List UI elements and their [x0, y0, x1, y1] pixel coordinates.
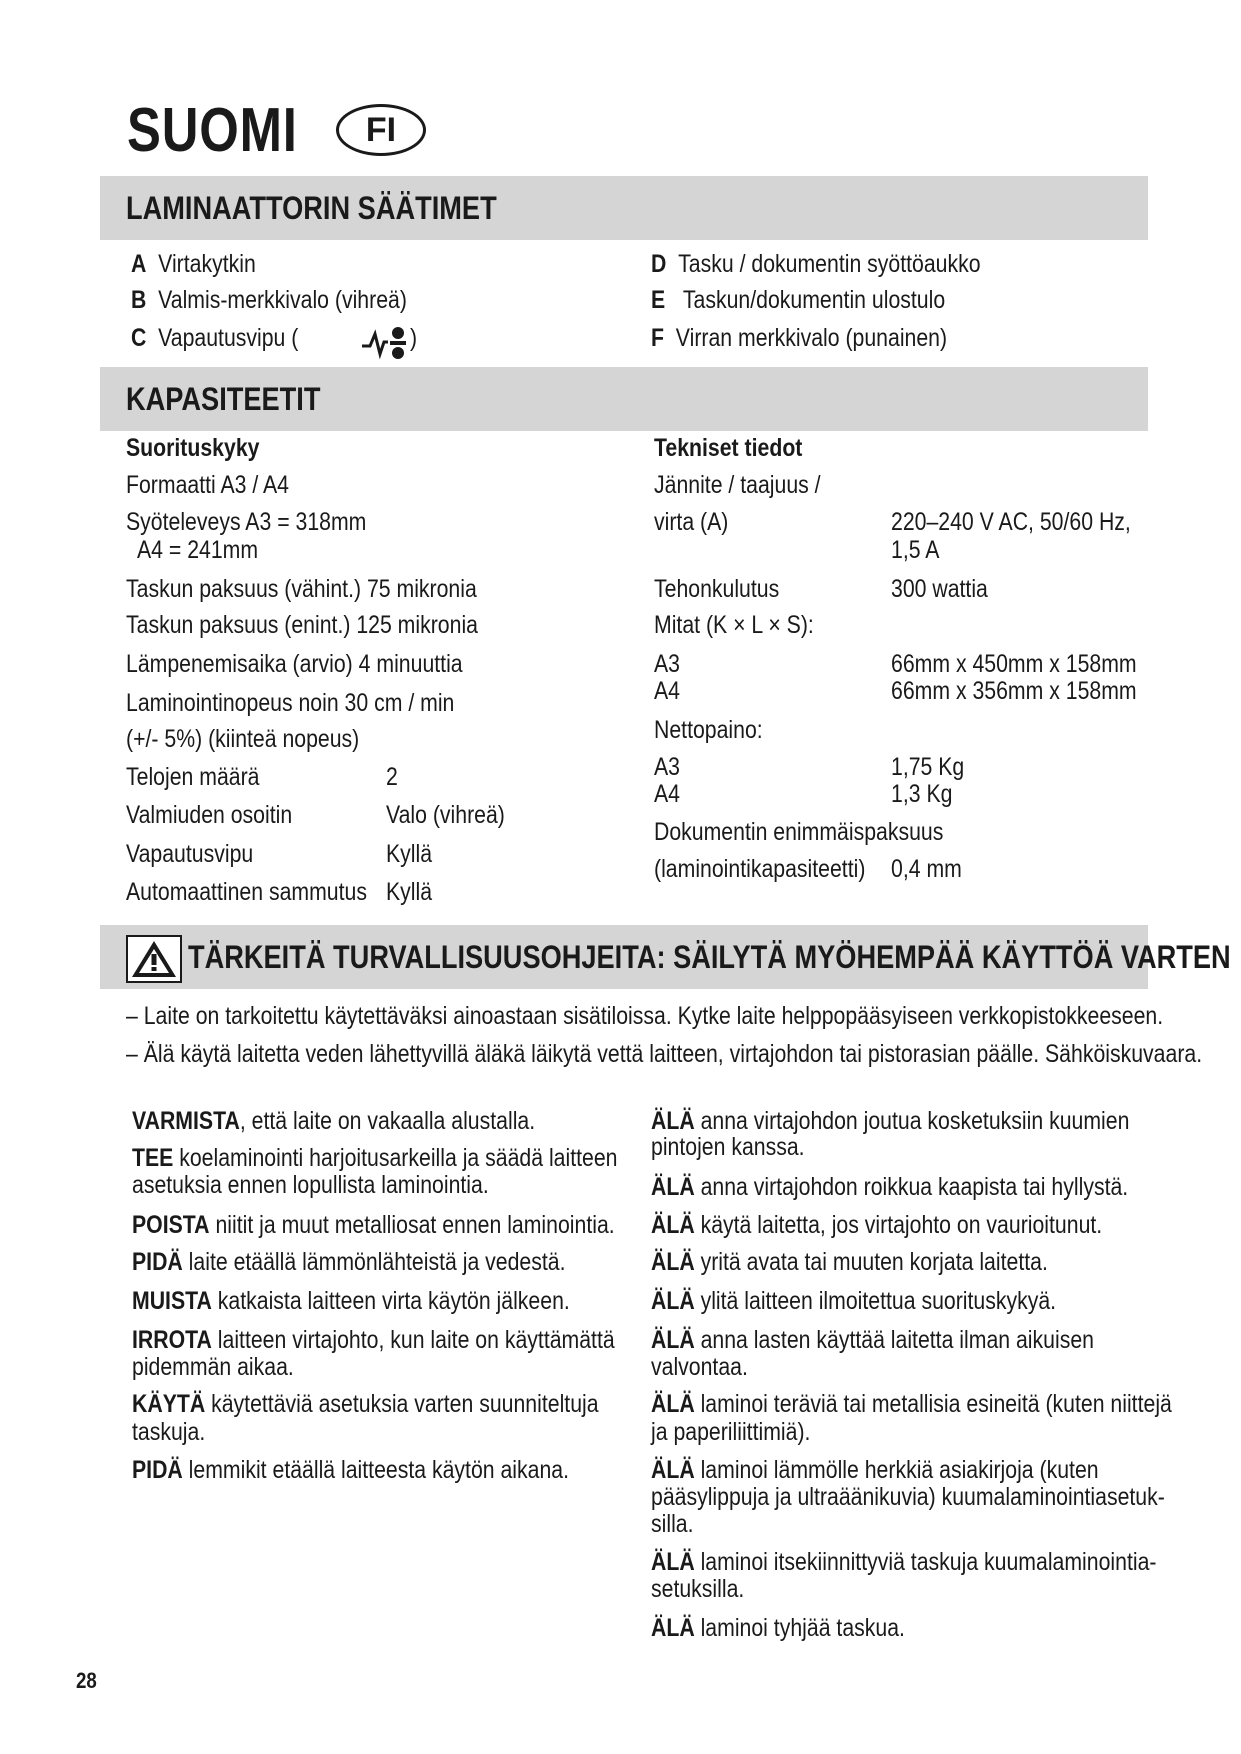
safety-do-item-cont: taskuja.: [132, 1418, 206, 1446]
control-item-e: E Taskun/dokumentin ulostulo: [651, 286, 946, 314]
dimensions-a3-value: 66mm x 450mm x 158mm: [891, 650, 1137, 678]
pouch-max: Taskun paksuus (enint.) 125 mikronia: [126, 611, 478, 639]
control-item-a: A Virtakytkin: [131, 250, 256, 278]
safety-dont-item: ÄLÄ anna virtajohdon joutua kosketuksiin kuumien: [651, 1107, 1130, 1135]
safety-dont-item-cont: setuksilla.: [651, 1575, 745, 1603]
control-item-f: F Virran merkkivalo (punainen): [651, 324, 948, 352]
weight-a4-label: A4: [654, 780, 681, 808]
safety-dont-item-cont: silla.: [651, 1510, 694, 1538]
capacities-heading-band: [100, 367, 1148, 431]
safety-dont-item-cont: pääsylippuja ja ultraäänikuvia) kuumalaminointiasetuk-: [651, 1483, 1165, 1511]
safety-do-item-cont: asetuksia ennen lopullista laminointia.: [132, 1171, 489, 1199]
controls-heading: LAMINAATTORIN SÄÄTIMET: [126, 190, 497, 226]
max-doc-label: Dokumentin enimmäispaksuus: [654, 818, 944, 846]
performance-subheading: Suorituskyky: [126, 434, 260, 462]
weight-label: Nettopaino:: [654, 716, 763, 744]
safety-do-item: PIDÄ laite etäällä lämmönlähteistä ja vedestä.: [132, 1248, 566, 1276]
pouch-min: Taskun paksuus (vähint.) 75 mikronia: [126, 575, 477, 603]
power-label: Tehonkulutus: [654, 575, 780, 603]
safety-do-item: IRROTA laitteen virtajohto, kun laite on käyttämättä: [132, 1326, 615, 1354]
technical-subheading: Tekniset tiedot: [654, 434, 803, 462]
safety-dont-item: ÄLÄ anna lasten käyttää laitetta ilman aikuisen: [651, 1326, 1094, 1354]
dimensions-label: Mitat (K × L × S):: [654, 611, 814, 639]
release-lever-icon: [360, 324, 410, 360]
page-number: 28: [76, 1668, 97, 1693]
safety-dont-item-cont: pintojen kanssa.: [651, 1133, 805, 1161]
safety-dont-item: ÄLÄ laminoi itsekiinnittyviä taskuja kuumalaminointia-: [651, 1548, 1157, 1576]
spec-label: Telojen määrä: [126, 763, 260, 791]
safety-dont-item: ÄLÄ ylitä laitteen ilmoitettua suorituskykyä.: [651, 1287, 1057, 1315]
dimensions-a4-label: A4: [654, 677, 681, 705]
safety-dont-item-cont: ja paperiliittimiä).: [651, 1418, 811, 1446]
safety-do-item: TEE koelaminointi harjoitusarkeilla ja säädä laitteen: [132, 1144, 618, 1172]
spec-label: Automaattinen sammutus: [126, 878, 367, 906]
safety-do-item: PIDÄ lemmikit etäällä laitteesta käytön aikana.: [132, 1456, 570, 1484]
current-value: 1,5 A: [891, 536, 940, 564]
spec-label: Vapautusvipu: [126, 840, 254, 868]
safety-do-item-cont: pidemmän aikaa.: [132, 1353, 294, 1381]
language-badge: FI: [336, 104, 426, 156]
spec-value: Valo (vihreä): [386, 801, 505, 829]
safety-do-item: MUISTA katkaista laitteen virta käytön jälkeen.: [132, 1287, 570, 1315]
safety-do-item: POISTA niitit ja muut metalliosat ennen laminointia.: [132, 1211, 615, 1239]
spec-label: Valmiuden osoitin: [126, 801, 293, 829]
dimensions-a4-value: 66mm x 356mm x 158mm: [891, 677, 1137, 705]
lamination-speed-note: (+/- 5%) (kiinteä nopeus): [126, 725, 360, 753]
safety-general-2: – Älä käytä laitetta veden lähettyvillä äläkä läikytä vettä laitteen, virtajohdon tai pistorasian päälle. Sähköiskuvaara.: [126, 1040, 1203, 1068]
max-doc-value: 0,4 mm: [891, 855, 962, 883]
safety-dont-item-cont: valvontaa.: [651, 1353, 748, 1381]
voltage-label: Jännite / taajuus /: [654, 471, 821, 499]
safety-dont-item: ÄLÄ käytä laitetta, jos virtajohto on vaurioitunut.: [651, 1211, 1103, 1239]
feed-width-a4: A4 = 241mm: [137, 536, 259, 564]
current-label: virta (A): [654, 508, 729, 536]
safety-dont-item: ÄLÄ laminoi teräviä tai metallisia esineitä (kuten niittejä: [651, 1390, 1172, 1418]
safety-dont-item: ÄLÄ yritä avata tai muuten korjata laitetta.: [651, 1248, 1048, 1276]
lamination-speed: Laminointinopeus noin 30 cm / min: [126, 689, 455, 717]
safety-heading: TÄRKEITÄ TURVALLISUUSOHJEITA: SÄILYTÄ MYÖHEMPÄÄ KÄYTTÖÄ VARTEN: [188, 939, 1231, 975]
warmup-time: Lämpenemisaika (arvio) 4 minuuttia: [126, 650, 463, 678]
controls-heading-band: [100, 176, 1148, 240]
power-value: 300 wattia: [891, 575, 988, 603]
weight-a3-value: 1,75 Kg: [891, 753, 965, 781]
max-doc-label-2: (laminointikapasiteetti): [654, 855, 866, 883]
weight-a3-label: A3: [654, 753, 681, 781]
control-item-b: B Valmis-merkkivalo (vihreä): [131, 286, 407, 314]
warning-icon: [126, 935, 182, 983]
capacities-heading: KAPASITEETIT: [126, 381, 321, 417]
formats: Formaatti A3 / A4: [126, 471, 290, 499]
safety-do-item: KÄYTÄ käytettäviä asetuksia varten suunniteltuja: [132, 1390, 599, 1418]
spec-value: Kyllä: [386, 840, 433, 868]
spec-value: 2: [386, 763, 398, 791]
weight-a4-value: 1,3 Kg: [891, 780, 953, 808]
safety-heading-band: [100, 925, 1231, 989]
voltage-value: 220–240 V AC, 50/60 Hz,: [891, 508, 1131, 536]
safety-dont-item: ÄLÄ laminoi lämmölle herkkiä asiakirjoja (kuten: [651, 1456, 1099, 1484]
control-item-c: C Vapautusvipu (: [131, 324, 299, 352]
control-item-c-suffix: ): [410, 324, 418, 352]
control-item-d: D Tasku / dokumentin syöttöaukko: [651, 250, 981, 278]
safety-general-1: – Laite on tarkoitettu käytettäväksi ainoastaan sisätiloissa. Kytke laite helppopääsyiseen verkkopistokkeeseen.: [126, 1002, 1164, 1030]
safety-do-item: VARMISTA, että laite on vakaalla alustalla.: [132, 1107, 536, 1135]
page-title: SUOMI: [127, 96, 298, 165]
safety-dont-item: ÄLÄ anna virtajohdon roikkua kaapista tai hyllystä.: [651, 1173, 1129, 1201]
safety-dont-item: ÄLÄ laminoi tyhjää taskua.: [651, 1614, 905, 1642]
spec-value: Kyllä: [386, 878, 433, 906]
feed-width-a3: Syöteleveys A3 = 318mm: [126, 508, 367, 536]
dimensions-a3-label: A3: [654, 650, 681, 678]
